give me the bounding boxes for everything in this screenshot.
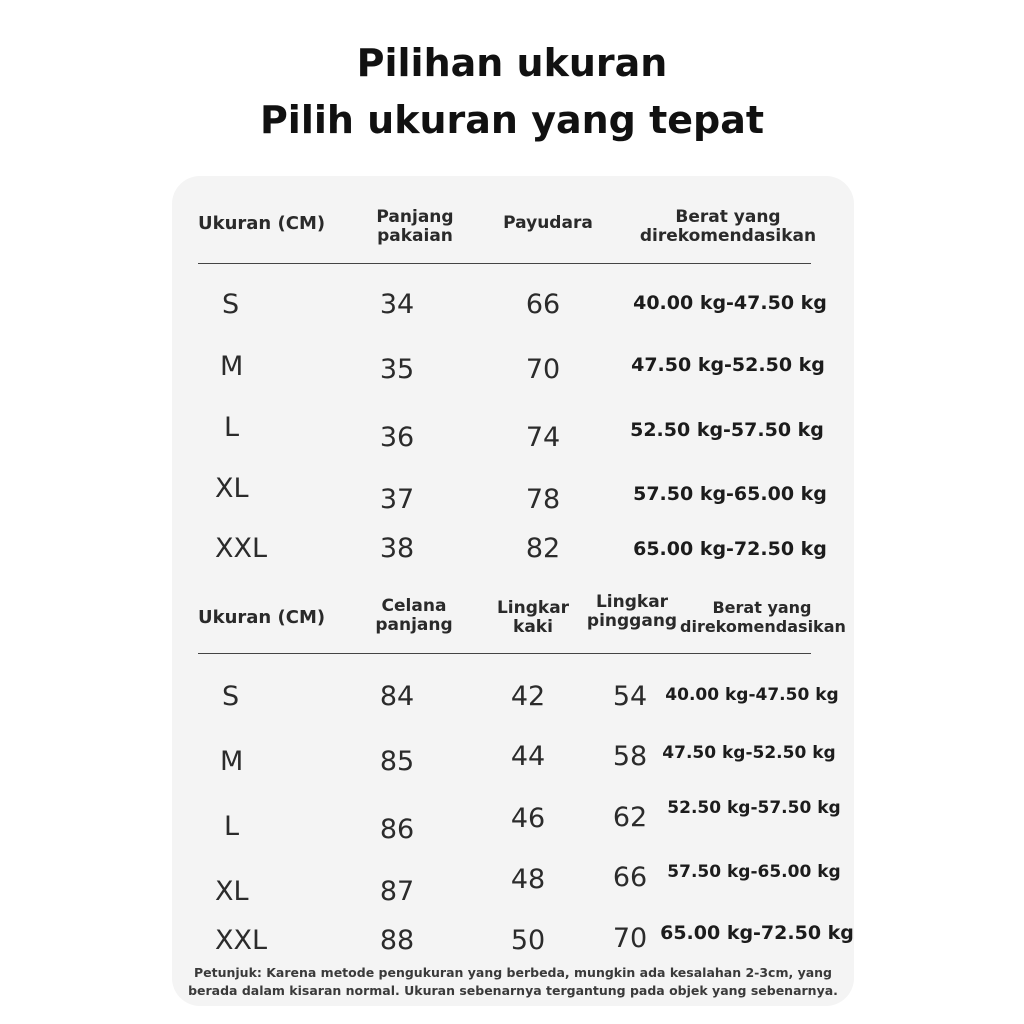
top-header-bust: Payudara: [503, 213, 593, 233]
row-pants: 86: [379, 814, 415, 845]
bottom-header-weight: Berat yang direkomendasikan: [680, 598, 846, 636]
row-length: 37: [379, 484, 415, 515]
row-weight: 65.00 kg-72.50 kg: [660, 922, 854, 944]
row-pants: 84: [379, 681, 415, 712]
row-leg: 48: [510, 864, 546, 895]
row-weight: 40.00 kg-47.50 kg: [665, 685, 839, 705]
bottom-header-pants: Celana panjang: [375, 596, 453, 635]
row-bust: 66: [525, 289, 561, 320]
row-weight: 40.00 kg-47.50 kg: [633, 292, 827, 314]
bottom-header-size: Ukuran (CM): [198, 607, 326, 628]
row-leg: 46: [510, 803, 546, 834]
top-header-divider: [198, 263, 811, 264]
page-subtitle: Pilih ukuran yang tepat: [259, 98, 765, 142]
row-bust: 82: [525, 533, 561, 564]
row-bust: 74: [525, 422, 561, 453]
page-title: Pilihan ukuran: [356, 41, 668, 85]
row-length: 35: [379, 354, 415, 385]
row-waist: 70: [612, 923, 648, 954]
row-size: XL: [215, 876, 249, 907]
row-length: 36: [379, 422, 415, 453]
top-header-length: Panjang pakaian: [376, 207, 454, 246]
row-weight: 65.00 kg-72.50 kg: [633, 538, 827, 560]
row-weight: 47.50 kg-52.50 kg: [662, 743, 836, 763]
row-waist: 54: [612, 681, 648, 712]
row-size: L: [224, 811, 240, 842]
row-bust: 78: [525, 484, 561, 515]
row-size: M: [220, 746, 244, 777]
row-waist: 58: [612, 741, 648, 772]
row-bust: 70: [525, 354, 561, 385]
bottom-header-waist: Lingkar pinggang: [586, 592, 678, 631]
row-weight: 57.50 kg-65.00 kg: [667, 862, 841, 882]
row-size: XL: [215, 473, 249, 504]
row-weight: 57.50 kg-65.00 kg: [633, 483, 827, 505]
row-size: L: [224, 412, 240, 443]
row-weight: 52.50 kg-57.50 kg: [630, 419, 824, 441]
row-pants: 87: [379, 876, 415, 907]
row-size: S: [222, 681, 240, 712]
row-size: XXL: [215, 533, 268, 564]
row-length: 34: [379, 289, 415, 320]
row-weight: 47.50 kg-52.50 kg: [631, 354, 825, 376]
bottom-header-leg: Lingkar kaki: [496, 598, 570, 637]
row-weight: 52.50 kg-57.50 kg: [667, 798, 841, 818]
bottom-header-divider: [198, 653, 811, 654]
row-pants: 88: [379, 925, 415, 956]
row-waist: 66: [612, 862, 648, 893]
top-header-weight: Berat yang direkomendasikan: [639, 207, 817, 246]
row-leg: 44: [510, 741, 546, 772]
row-size: XXL: [215, 925, 268, 956]
measurement-note: Petunjuk: Karena metode pengukuran yang berbeda, mungkin ada kesalahan 2-3cm, yang berada dalam kisaran normal. Ukuran sebenarnya tergantung pada objek yang sebenarnya.: [188, 965, 838, 998]
row-leg: 42: [510, 681, 546, 712]
row-leg: 50: [510, 925, 546, 956]
row-pants: 85: [379, 746, 415, 777]
top-header-size: Ukuran (CM): [198, 213, 326, 234]
row-size: S: [222, 289, 240, 320]
row-size: M: [220, 351, 244, 382]
row-waist: 62: [612, 802, 648, 833]
row-length: 38: [379, 533, 415, 564]
